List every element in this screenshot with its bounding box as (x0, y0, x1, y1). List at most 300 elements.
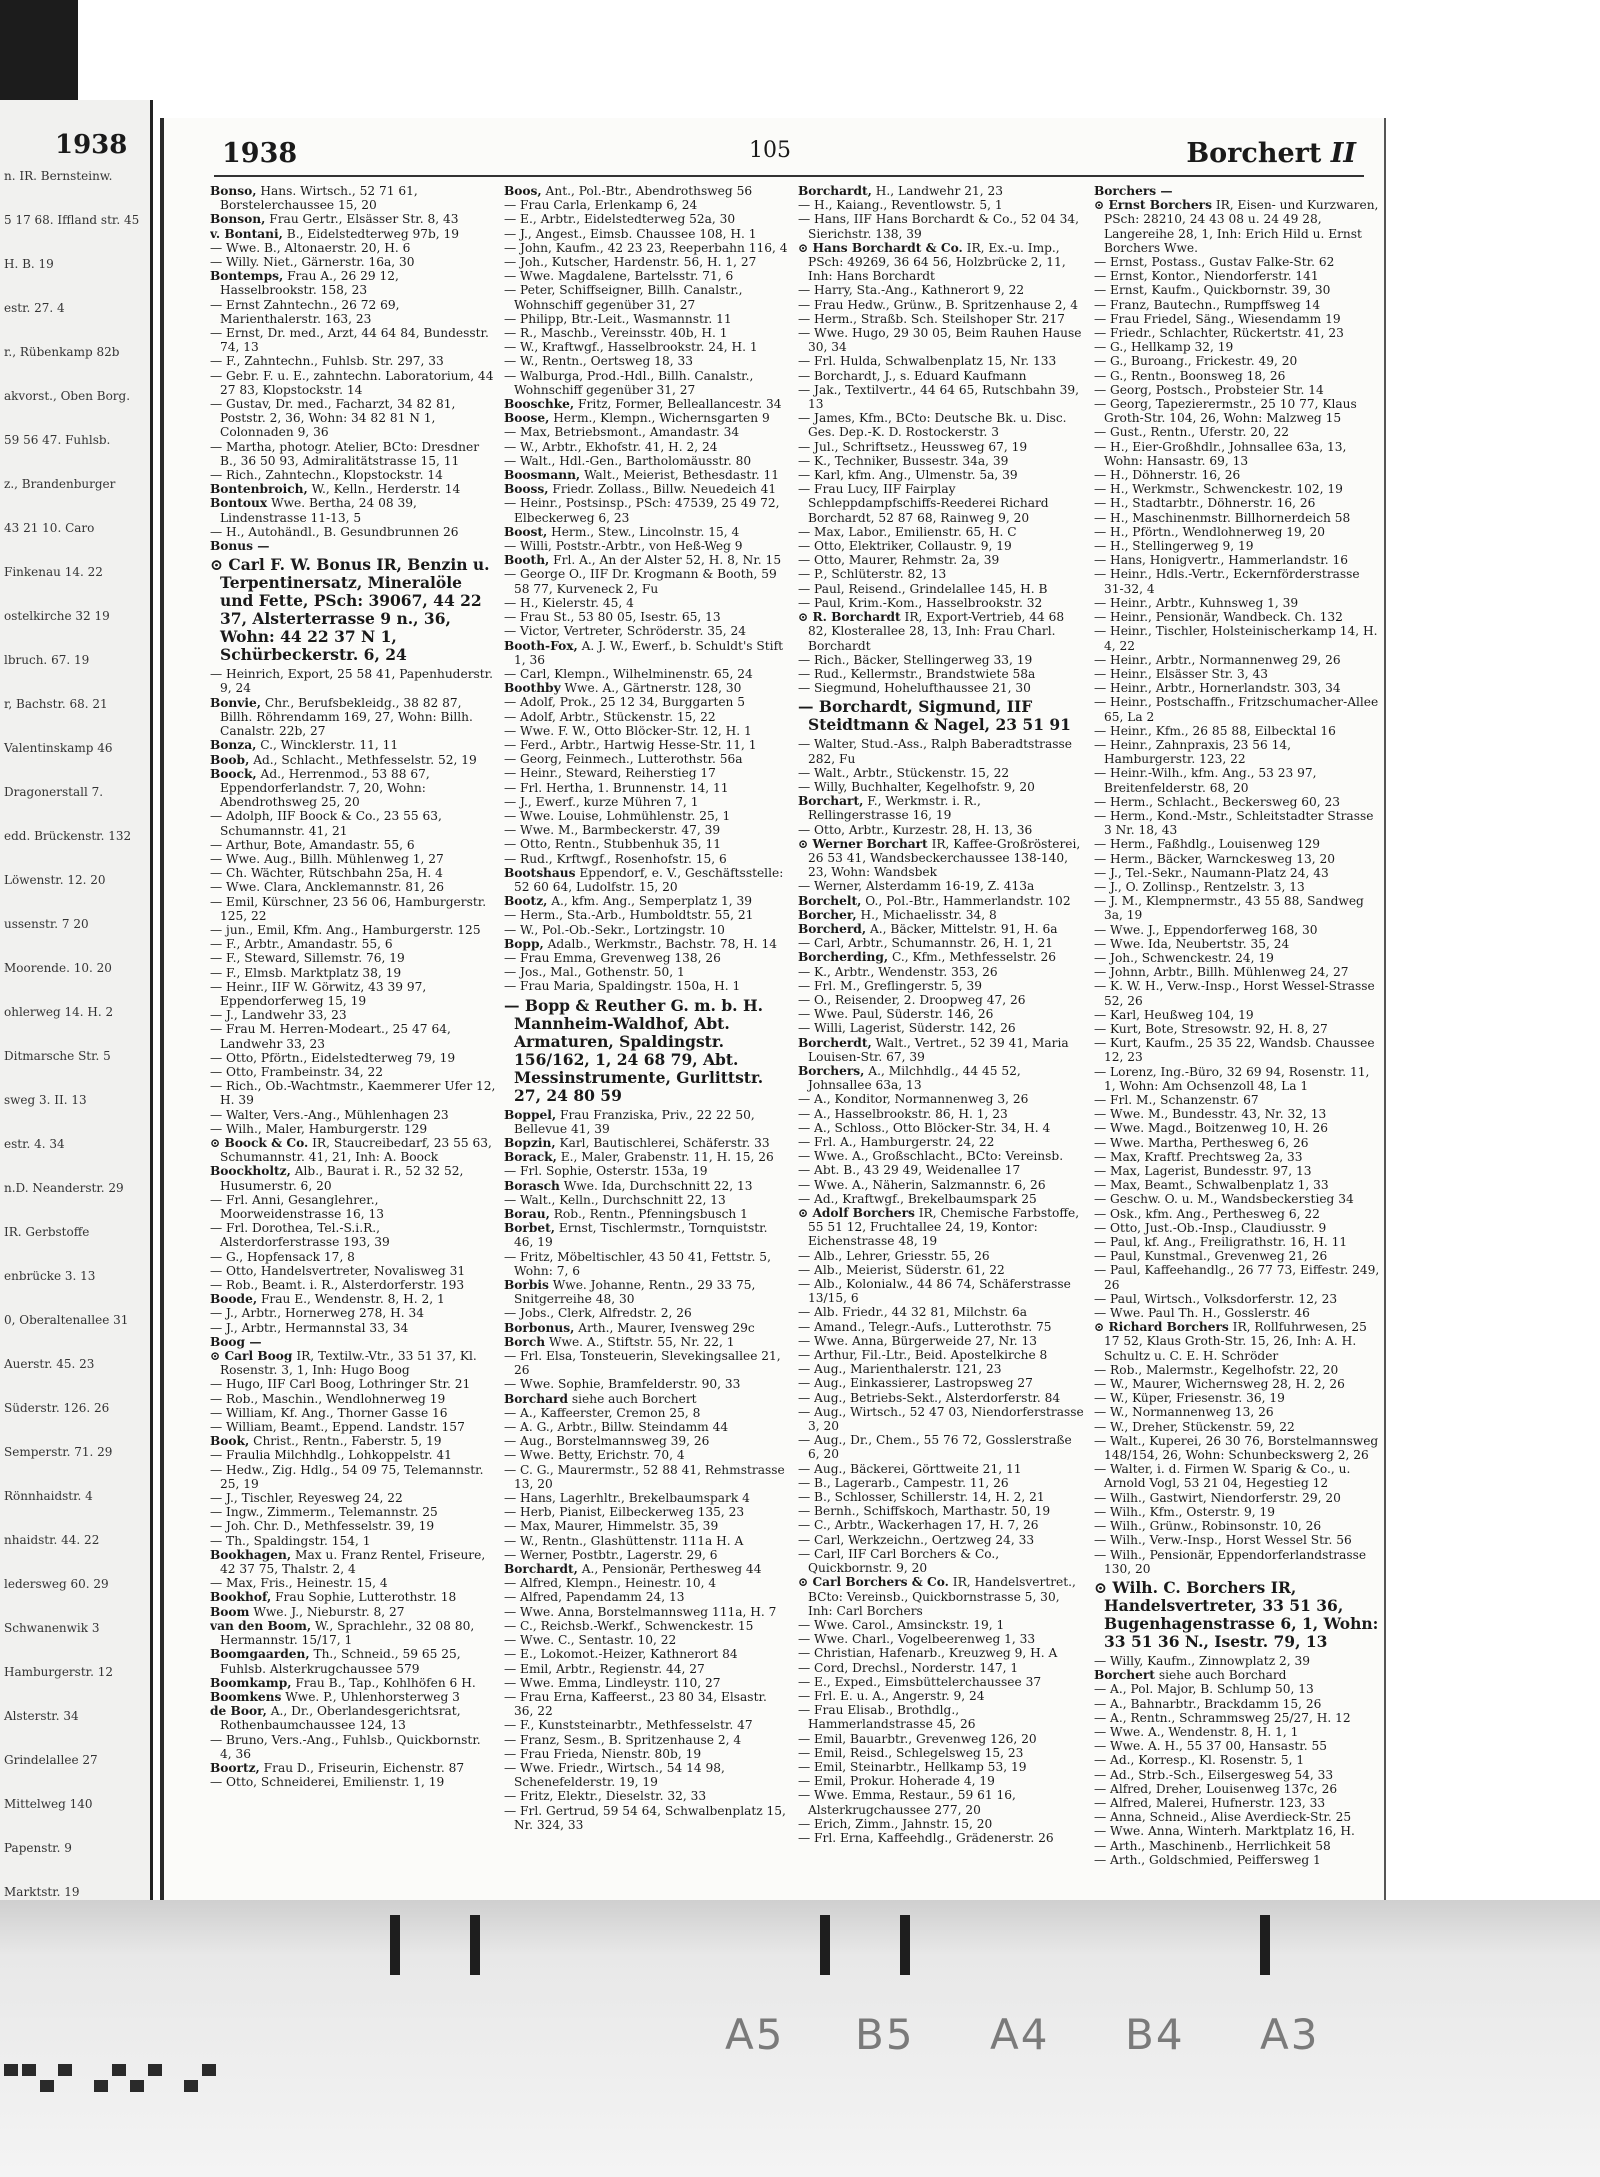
running-head (1186, 138, 1356, 169)
directory-entry (504, 624, 790, 638)
directory-entry (798, 950, 1084, 964)
entry-text: Frau D., Friseurin, Eichenstr. 87 (263, 1760, 465, 1775)
directory-entry (798, 1206, 1084, 1249)
directory-entry (504, 1420, 790, 1434)
directory-entry (1094, 1711, 1380, 1725)
entry-name: Borcherd, (798, 921, 867, 936)
directory-entry (798, 525, 1084, 539)
entry-text: — Wilh., Grünw., Robinsonstr. 10, 26 (1094, 1519, 1322, 1534)
directory-entry (798, 1788, 1084, 1816)
entry-text: Walt., Meierist, Bethesdastr. 11 (584, 468, 779, 483)
directory-entry (210, 468, 496, 482)
entry-text: Ad., Schlacht., Methfesselstr. 52, 19 (253, 752, 477, 767)
directory-entry (504, 1193, 790, 1207)
entry-text: Frau A., 26 29 12, Hasselbrookstr. 158, 23 (220, 269, 399, 298)
entry-text: — Willy, Buchhalter, Kegelhofstr. 9, 20 (798, 779, 1035, 794)
directory-entry (210, 1136, 496, 1164)
directory-entry (210, 298, 496, 326)
entry-text: — Arth., Maschinenb., Herrlichkeit 58 (1094, 1838, 1331, 1853)
entry-text: — Emil, Steinarbtr., Hellkamp 53, 19 (798, 1759, 1027, 1774)
entry-text: — Ch. Wächter, Rütschbahn 25a, H. 4 (210, 866, 443, 881)
directory-entry (504, 1662, 790, 1676)
entry-name: Booth, (504, 553, 550, 568)
entry-text: — Frl. Elsa, Tonsteuerin, Slevekingsallee 21, 26 (504, 1349, 781, 1378)
directory-entry (798, 1533, 1084, 1547)
directory-entry (1094, 1824, 1380, 1838)
entry-text: — Max, Lagerist, Bundesstr. 97, 13 (1094, 1164, 1312, 1179)
entry-name: Bookhof, (210, 1590, 272, 1605)
directory-entry (504, 951, 790, 965)
entry-text: — Walter, Stud.-Ass., Ralph Baberadtstrasse 282, Fu (798, 737, 1072, 766)
directory-entry (504, 326, 790, 340)
entry-text: — Borchardt, J., s. Eduard Kaufmann (798, 368, 1027, 383)
entry-text: — Herm., Schlacht., Beckersweg 60, 23 (1094, 794, 1341, 809)
directory-entry (1094, 624, 1380, 652)
entry-name: Borbonus, (504, 1320, 575, 1335)
entry-text: — W., Arbtr., Ekhofstr. 41, H. 2, 24 (504, 439, 718, 454)
entry-text: — Abt. B., 43 29 49, Weidenallee 17 (798, 1163, 1021, 1178)
entry-name: Borchers, (798, 1063, 865, 1078)
entry-text: — Walt., Kelln., Durchschnitt 22, 13 (504, 1192, 726, 1207)
entry-text: — Hugo, IIF Carl Boog, Lothringer Str. 21 (210, 1377, 471, 1392)
entry-text: — H., Pförtn., Wendlohnerweg 19, 20 (1094, 524, 1326, 539)
entry-text: — Werner, Alsterdamm 16-19, Z. 413a (798, 879, 1035, 894)
entry-text: — Karl, Heußweg 104, 19 (1094, 1007, 1254, 1022)
entry-text: O., Pol.-Btr., Hammerlandstr. 102 (865, 893, 1071, 908)
directory-entry (1094, 724, 1380, 738)
directory-entry (1094, 852, 1380, 866)
directory-entry (210, 1292, 496, 1306)
directory-entry (1094, 1178, 1380, 1192)
previous-page-line: r., Rübenkamp 82b (4, 345, 120, 359)
directory-entry (504, 369, 790, 397)
directory-entry (504, 1619, 790, 1633)
entry-text: — Alfred, Klempn., Heinestr. 10, 4 (504, 1576, 717, 1591)
entry-text: — Wilh., Verw.-Insp., Horst Wessel Str. 56 (1094, 1533, 1352, 1548)
entry-text: — Werner, Postbtr., Lagerstr. 29, 6 (504, 1547, 718, 1562)
entry-text: — Fritz, Möbeltischler, 43 50 41, Fettstr. 5, Wohn: 7, 6 (504, 1249, 771, 1278)
directory-entry (210, 184, 496, 212)
entry-text: — Heinr., Postschaffn., Fritzschumacher-Allee 65, La 2 (1094, 695, 1379, 724)
directory-entry (1094, 695, 1380, 723)
entry-text: A., kfm. Ang., Semperplatz 1, 39 (551, 894, 753, 909)
entry-text: A. J. W., Ewerf., b. Schuldt's Stift 1, 36 (514, 638, 783, 667)
directory-entry (798, 1632, 1084, 1646)
entry-text: — Georg, Tapezierermstr., 25 10 77, Klaus Groth-Str. 104, 26, Wohn: Malzweg 15 (1094, 397, 1357, 426)
directory-entry (1094, 1579, 1380, 1651)
entry-text: — K. W. H., Verw.-Insp., Horst Wessel-Strasse 52, 26 (1094, 979, 1375, 1008)
entry-text: — Herm., Sta.-Arb., Humboldtstr. 55, 21 (504, 908, 754, 923)
entry-text: — A. G., Arbtr., Billw. Steindamm 44 (504, 1420, 729, 1435)
directory-entry (1094, 1121, 1380, 1135)
entry-text: — J. M., Klempnermstr., 43 55 88, Sandweg 3a, 19 (1094, 894, 1364, 923)
directory-entry (798, 667, 1084, 681)
entry-text: Th., Schneid., 59 65 25, Fuhlsb. Alsterkrugchaussee 579 (220, 1647, 461, 1676)
entry-text: — W., Rentn., Glashüttenstr. 111a H. A (504, 1533, 744, 1548)
entry-text: — Heinr., Steward, Reiherstieg 17 (504, 766, 716, 781)
entry-text: — Wwe. Emma, Lindleystr. 110, 27 (504, 1675, 721, 1690)
directory-entry (1094, 596, 1380, 610)
entry-name: ⊙ R. Borchardt (798, 610, 901, 625)
entry-text: Wwe. A., Stiftstr. 55, Nr. 22, 1 (549, 1334, 735, 1349)
directory-entry (798, 326, 1084, 354)
entry-text: — Adolf, Arbtr., Stückenstr. 15, 22 (504, 709, 716, 724)
entry-text: — Frau Carla, Erlenkamp 6, 24 (504, 198, 698, 213)
entry-text: — Max, Kraftf. Prechtsweg 2a, 33 (1094, 1149, 1303, 1164)
entry-text: — A., Pol. Major, B. Schlump 50, 13 (1094, 1682, 1314, 1697)
directory-entry (504, 227, 790, 241)
entry-name: — Borchardt, Sigmund, (798, 697, 1002, 717)
directory-entry (1094, 1320, 1380, 1363)
directory-entry (210, 1733, 496, 1761)
directory-entry (210, 923, 496, 937)
directory-entry (210, 1590, 496, 1604)
directory-entry (798, 1618, 1084, 1632)
directory-entry (504, 1448, 790, 1462)
directory-entry (798, 1135, 1084, 1149)
directory-entry (1094, 1136, 1380, 1150)
directory-entry (1094, 1753, 1380, 1767)
entry-text: A., Pensionär, Perthesweg 44 (581, 1562, 762, 1577)
directory-entry (504, 283, 790, 311)
entry-text: — Frl. A., Hamburgerstr. 24, 22 (798, 1135, 995, 1149)
entry-name: Boomkens (210, 1689, 282, 1704)
entry-text: Frau B., Tap., Kohlhöfen 6 H. (295, 1675, 476, 1690)
entry-text: IIF Steidtmann & Nagel, 23 51 91 (808, 697, 1071, 735)
directory-entry (504, 1278, 790, 1306)
directory-entry (504, 1590, 790, 1604)
directory-entry (1094, 397, 1380, 425)
entry-text: — Amand., Telegr.-Aufs., Lutterothstr. 75 (798, 1319, 1052, 1334)
directory-entry (1094, 1839, 1380, 1853)
entry-name: Borbis (504, 1278, 549, 1293)
entry-text: — Aug., Bäckerei, Görttweite 21, 11 (798, 1461, 1022, 1476)
directory-entry (798, 1462, 1084, 1476)
directory-entry (504, 1676, 790, 1690)
directory-entry (798, 1504, 1084, 1518)
entry-text: — Aug., Marienthalerstr. 121, 23 (798, 1362, 1002, 1377)
previous-page-line: H. B. 19 (4, 257, 54, 271)
directory-entry (504, 198, 790, 212)
entry-text: — Wwe. Martha, Perthesweg 6, 26 (1094, 1135, 1309, 1150)
previous-page-line: Ditmarsche Str. 5 (4, 1049, 111, 1063)
entry-text: — H., Döhnerstr. 16, 26 (1094, 468, 1241, 483)
directory-entry (798, 1320, 1084, 1334)
directory-entry (210, 852, 496, 866)
entry-text: W., Kelln., Herderstr. 14 (311, 482, 461, 497)
entry-text: — Frl. M., Greflingerstr. 5, 39 (798, 978, 982, 993)
entry-text: Herm., Stew., Lincolnstr. 15, 4 (551, 524, 740, 539)
directory-entry (1094, 738, 1380, 766)
entry-text: — Wwe. Friedr., Wirtsch., 54 14 98, Schenefelderstr. 19, 19 (504, 1760, 725, 1790)
directory-entry (504, 766, 790, 780)
directory-entry (210, 937, 496, 951)
directory-entry (504, 553, 790, 567)
entry-text: — Hedw., Zig. Hdlg., 54 09 75, Telemannstr. 25, 19 (210, 1462, 484, 1491)
directory-entry (210, 1519, 496, 1533)
entry-text: — Siegmund, Hohelufthaussee 21, 30 (798, 681, 1031, 696)
previous-page-line: Semperstr. 71. 29 (4, 1445, 113, 1459)
directory-entry (504, 1108, 790, 1136)
entry-text: Ad., Herrenmod., 53 88 67, Eppendorferlandstr. 7, 20, Wohn: Abendrothsweg 25, 20 (220, 766, 430, 810)
directory-entry (798, 369, 1084, 383)
entry-text: IR, Chemische Farbstoffe, 55 51 12, Fruchtallee 24, 19, Kontor: Eichenstrasse 48, 19 (808, 1206, 1080, 1249)
directory-entry (798, 1277, 1084, 1305)
previous-page-line: edd. Brückenstr. 132 (4, 829, 132, 843)
entry-name: Book, (210, 1434, 250, 1449)
film-label: A5 (725, 2010, 785, 2059)
directory-entry (1094, 255, 1380, 269)
directory-entry (798, 582, 1084, 596)
entry-text: — Paul, Wirtsch., Volksdorferstr. 12, 23 (1094, 1291, 1338, 1306)
directory-entry (210, 1548, 496, 1576)
directory-entry (1094, 1682, 1380, 1696)
entry-name: Boosmann, (504, 468, 581, 483)
directory-entry (504, 354, 790, 368)
previous-page-line: 59 56 47. Fuhlsb. (4, 433, 111, 447)
directory-entry (1094, 553, 1380, 567)
entry-text: IR, Eisen- und Kurzwaren, PSch: 28210, 24 43 08 u. 24 49 28, Langereihe 28, 1, Inh: Erich Hild u. Ernst Borchers Wwe. (1104, 198, 1379, 255)
entry-name: Boortz, (210, 1760, 260, 1775)
directory-entry (210, 525, 496, 539)
directory-entry (210, 966, 496, 980)
directory-entry (1094, 1249, 1380, 1263)
previous-page-line: Valentinskamp 46 (4, 741, 113, 755)
directory-entry (504, 852, 790, 866)
entry-text: — Joh., Schwenckestr. 24, 19 (1094, 950, 1274, 965)
directory-entry (210, 1605, 496, 1619)
directory-entry (1094, 894, 1380, 922)
directory-entry (1094, 1533, 1380, 1547)
directory-entry (798, 908, 1084, 922)
entry-text: — Hans, IIF Hans Borchardt & Co., 52 04 34, Sierichstr. 138, 39 (798, 212, 1080, 241)
directory-entry (504, 1221, 790, 1249)
directory-entry (1094, 1306, 1380, 1320)
entry-text: — Hans, Honigvertr., Hammerlandstr. 16 (1094, 553, 1349, 568)
entry-text: — Otto, Pförtn., Eidelstedterweg 79, 19 (210, 1050, 456, 1065)
directory-entry (1094, 496, 1380, 510)
entry-name: Boockholtz, (210, 1164, 291, 1179)
previous-page-line: r, Bachstr. 68. 21 (4, 697, 108, 711)
directory-entry (798, 1249, 1084, 1263)
directory-entry (210, 539, 496, 553)
directory-entry (210, 1164, 496, 1192)
entry-text: — Heinr., Zahnpraxis, 23 56 14, Hamburgerstr. 123, 22 (1094, 737, 1292, 767)
directory-entry (504, 440, 790, 454)
entry-text: — H., Eier-Großhdlr., Johnsallee 63a, 13, Wohn: Hansastr. 69, 13 (1094, 439, 1347, 468)
entry-text: — Adolf, Prok., 25 12 34, Burggarten 5 (504, 695, 746, 710)
entry-text: H., Landwehr 21, 23 (875, 184, 1003, 198)
previous-page-line: z., Brandenburger (4, 477, 116, 491)
directory-entry (504, 397, 790, 411)
directory-entry (504, 997, 790, 1105)
entry-text: — Frl. Erna, Kaffeehdlg., Grädenerstr. 26 (798, 1830, 1054, 1845)
directory-entry (1094, 653, 1380, 667)
entry-text: — Aug., Borstelmannsweg 39, 26 (504, 1434, 710, 1449)
entry-name: ⊙ Carl Borchers & Co. (798, 1575, 949, 1590)
directory-entry (1094, 1150, 1380, 1164)
directory-entry (504, 965, 790, 979)
entry-name: Bopzin, (504, 1135, 556, 1150)
entry-text: — Herb, Pianist, Eilbeckerweg 135, 23 (504, 1505, 745, 1520)
directory-entry (1094, 1420, 1380, 1434)
directory-entry (504, 795, 790, 809)
directory-entry (798, 411, 1084, 439)
directory-entry (504, 866, 790, 894)
directory-entry (1094, 979, 1380, 1007)
directory-entry (798, 1760, 1084, 1774)
entry-text: — Jos., Mal., Gothenstr. 50, 1 (504, 965, 685, 980)
entry-text: — Carl, Arbtr., Schumannstr. 26, H. 1, 21 (798, 936, 1053, 951)
directory-entry (798, 1831, 1084, 1845)
previous-page-line: estr. 27. 4 (4, 301, 65, 315)
entry-text: — Wwe. Magd., Boitzenweg 10, H. 26 (1094, 1121, 1328, 1136)
previous-page-line: Auerstr. 45. 23 (4, 1357, 95, 1371)
directory-entry (210, 1690, 496, 1704)
directory-entry (1094, 1263, 1380, 1291)
entry-text: Christ., Rentn., Faberstr. 5, 19 (253, 1434, 442, 1449)
directory-entry (1094, 184, 1380, 198)
directory-entry (798, 454, 1084, 468)
entry-text: IR, Staucreibedarf, 23 55 63, Schumannstr. 41, 21, Inh: A. Boock (220, 1135, 492, 1165)
directory-entry (1094, 1462, 1380, 1490)
previous-page-line: lbruch. 67. 19 (4, 653, 90, 667)
entry-text: — Heinr., Elsässer Str. 3, 43 (1094, 666, 1268, 681)
entry-text: — Anna, Schneid., Alise Averdieck-Str. 25 (1094, 1810, 1352, 1825)
entry-text: Wwe. Johanne, Rentn., 29 33 75, Snitgerreihe 48, 30 (514, 1278, 756, 1307)
entry-text: — F., Arbtr., Amandastr. 55, 6 (210, 937, 393, 952)
directory-entry (504, 781, 790, 795)
directory-entry (504, 1747, 790, 1761)
entry-text: — E., Exped., Eimsbüttelerchaussee 37 (798, 1674, 1042, 1689)
entry-text: — Adolph, IIF Boock & Co., 23 55 63, Schumannstr. 41, 21 (210, 809, 442, 838)
entry-text: — E., Lokomot.-Heizer, Kathnerort 84 (504, 1647, 738, 1662)
entry-text: — Ad., Strb.-Sch., Eilsergesweg 54, 33 (1094, 1767, 1334, 1782)
directory-entry (210, 354, 496, 368)
entry-text: — Heinr., Kfm., 26 85 88, Eilbecktal 16 (1094, 723, 1336, 738)
directory-entry (504, 1463, 790, 1491)
previous-page-line: estr. 4. 34 (4, 1137, 65, 1151)
entry-text: W., Sprachlehr., 32 08 80, Hermannstr. 15/17, 1 (220, 1618, 475, 1648)
entry-text: — Kurt, Kaufm., 25 35 22, Wandsb. Chaussee 12, 23 (1094, 1036, 1375, 1065)
directory-entry (798, 1774, 1084, 1788)
entry-text: — H., Maschinenmstr. Billhornerdeich 58 (1094, 510, 1351, 525)
header-rule (214, 175, 1364, 177)
directory-entry (798, 1547, 1084, 1575)
directory-entry (798, 283, 1084, 297)
entry-text: — Christian, Hafenarb., Kreuzweg 9, H. A (798, 1646, 1058, 1661)
entry-text: — jun., Emil, Kfm. Ang., Hamburgerstr. 125 (210, 922, 481, 937)
directory-entry (210, 1122, 496, 1136)
entry-text: Frau Gertr., Elsässer Str. 8, 43 (269, 212, 459, 227)
entry-text: — Wwe. Anna, Borstelmannsweg 111a, H. 7 (504, 1604, 777, 1619)
directory-entry (1094, 425, 1380, 439)
previous-page-line: Finkenau 14. 22 (4, 565, 103, 579)
directory-entry (798, 1391, 1084, 1405)
entry-text: — Wwe. J., Eppendorferweg 168, 30 (1094, 922, 1318, 937)
entry-name: Bontenbroich, (210, 482, 308, 497)
entry-text: — Rich., Bäcker, Stellingerweg 33, 19 (798, 652, 1033, 667)
previous-page-line: Süderstr. 126. 26 (4, 1401, 110, 1415)
directory-entry (210, 1377, 496, 1391)
directory-entry (504, 1150, 790, 1164)
directory-entry (798, 539, 1084, 553)
directory-entry (1094, 766, 1380, 794)
entry-text: — Walt., Hdl.-Gen., Bartholomäusstr. 80 (504, 453, 752, 468)
entry-text: — Joh., Kutscher, Hardenstr. 56, H. 1, 27 (504, 255, 757, 270)
entry-text: — Kurt, Bote, Stresowstr. 92, H. 8, 27 (1094, 1021, 1328, 1036)
directory-entry (504, 1505, 790, 1519)
previous-page-line: 0, Oberaltenallee 31 (4, 1313, 129, 1327)
directory-entry (504, 468, 790, 482)
entry-text: — Max, Labor., Emilienstr. 65, H. C (798, 524, 1017, 539)
entry-text: — Emil, Bauarbtr., Grevenweg 126, 20 (798, 1731, 1037, 1746)
directory-entry (210, 866, 496, 880)
directory-entry (210, 1264, 496, 1278)
entry-text: — Wwe. Paul, Süderstr. 146, 26 (798, 1007, 994, 1022)
entry-name: Bookhagen, (210, 1547, 292, 1562)
entry-text: — Victor, Vertreter, Schröderstr. 35, 24 (504, 624, 747, 639)
film-frame-labels (0, 2010, 1600, 2070)
directory-entry (504, 496, 790, 524)
previous-page-line: akvorst., Oben Borg. (4, 389, 131, 403)
entry-text: — Alfred, Dreher, Louisenweg 137c, 26 (1094, 1781, 1338, 1796)
entry-name: Borack, (504, 1150, 557, 1165)
directory-entry (210, 369, 496, 397)
directory-entry (504, 212, 790, 226)
entry-text: — Cord, Drechsl., Norderstr. 147, 1 (798, 1660, 1019, 1675)
entry-text: — Emil, Arbtr., Regienstr. 44, 27 (504, 1661, 705, 1676)
directory-entry (798, 1405, 1084, 1433)
entry-name: ⊙ Wilh. C. Borchers (1094, 1577, 1266, 1597)
entry-text: — Johnn, Arbtr., Billh. Mühlenweg 24, 27 (1094, 965, 1349, 980)
entry-text: — Martha, photogr. Atelier, BCto: Dresdner B., 36 50 93, Admiralitätstrasse 15, 11 (210, 439, 480, 468)
film-label: B4 (1125, 2010, 1185, 2059)
directory-entry (210, 895, 496, 923)
entry-text: — Frl. M., Schanzenstr. 67 (1094, 1093, 1259, 1107)
entry-name: Boock, (210, 766, 257, 781)
entry-text: — Jobs., Clerk, Alfredstr. 2, 26 (504, 1306, 692, 1321)
entry-text: — Osk., kfm. Ang., Perthesweg 6, 22 (1094, 1206, 1320, 1221)
entry-text: — Heinr., Hdls.-Vertr., Eckernförderstrasse 31-32, 4 (1094, 567, 1360, 596)
previous-page-line: nhaidstr. 44. 22 (4, 1533, 100, 1547)
entry-text: — Paul, Reisend., Grindelallee 145, H. B (798, 581, 1048, 596)
entry-name: Booschke, (504, 397, 575, 412)
directory-entry (798, 468, 1084, 482)
entry-name: van den Boom, (210, 1618, 312, 1633)
directory-entry (798, 1575, 1084, 1618)
entry-text: — Joh. Chr. D., Methfesselstr. 39, 19 (210, 1519, 435, 1534)
film-tick (470, 1915, 480, 1975)
directory-entry (210, 1051, 496, 1065)
directory-entry (1094, 198, 1380, 255)
film-tick (390, 1915, 400, 1975)
entry-text: — Georg, Postsch., Probsteier Str. 14 (1094, 382, 1324, 397)
entry-name: Boomgaarden, (210, 1647, 310, 1662)
entry-text: — Max, Fris., Heinestr. 15, 4 (210, 1576, 388, 1591)
previous-page-line: ledersweg 60. 29 (4, 1577, 109, 1591)
entry-text: Friedr. Zollass., Billw. Neuedeich 41 (552, 482, 777, 497)
entry-text: — William, Beamt., Eppend. Landstr. 157 (210, 1420, 465, 1435)
directory-entry (798, 198, 1084, 212)
entry-text: — Bruno, Vers.-Ang., Fuhlsb., Quickbornstr. 4, 36 (210, 1732, 481, 1761)
directory-entry (798, 936, 1084, 950)
directory-entry (798, 737, 1084, 765)
directory-entry (504, 667, 790, 681)
directory-entry (1094, 1810, 1380, 1824)
entry-text: A., Dr., Oberlandesgerichtsrat, Rothenbaumchaussee 124, 13 (220, 1704, 461, 1733)
entry-text: — Ernst, Kontor., Niendorferstr. 141 (1094, 269, 1319, 284)
